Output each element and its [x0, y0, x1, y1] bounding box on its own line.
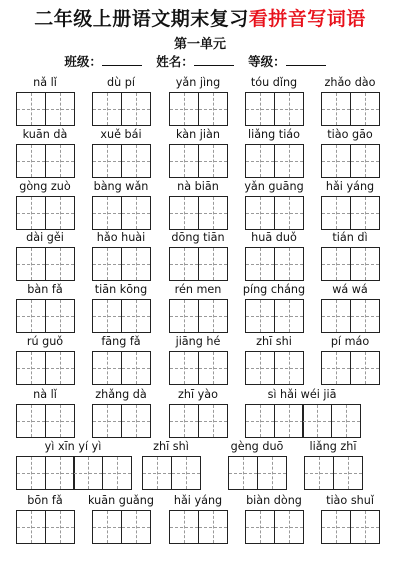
pinyin-label: xuě bái [100, 128, 142, 141]
pinyin-label: biàn dòng [246, 494, 302, 507]
tianzige-cell[interactable] [102, 456, 132, 490]
class-label: 班级： [64, 54, 102, 69]
tianzige-cell[interactable] [16, 351, 46, 385]
tianzige-cell[interactable] [16, 456, 46, 490]
writing-boxes [16, 247, 75, 281]
tianzige-cell[interactable] [16, 196, 46, 230]
pinyin-label: nà biān [177, 180, 219, 193]
tianzige-cell[interactable] [121, 351, 151, 385]
pinyin-label: tóu dǐng [250, 76, 298, 89]
exercise-row [0, 438, 400, 490]
pinyin-label: jiāng hé [175, 335, 221, 348]
pinyin-label: hǎi yáng [173, 494, 223, 507]
writing-boxes [16, 456, 132, 490]
writing-boxes [228, 456, 287, 490]
tianzige-cell[interactable] [321, 247, 351, 281]
writing-boxes [92, 196, 151, 230]
tianzige-cell[interactable] [198, 510, 228, 544]
tianzige-cell[interactable] [73, 456, 103, 490]
tianzige-cell[interactable] [198, 404, 228, 438]
pinyin-label: rén men [174, 283, 222, 296]
writing-boxes [304, 456, 363, 490]
unit-heading: 第一单元 [173, 37, 226, 52]
tianzige-cell[interactable] [245, 299, 275, 333]
tianzige-cell[interactable] [321, 351, 351, 385]
tianzige-cell[interactable] [274, 247, 304, 281]
tianzige-cell[interactable] [321, 144, 351, 178]
writing-boxes [169, 510, 228, 544]
tianzige-cell[interactable] [321, 510, 351, 544]
pinyin-label: kuān guǎng [88, 494, 154, 507]
tianzige-cell[interactable] [228, 456, 258, 490]
exercise-row [0, 229, 400, 281]
tianzige-cell[interactable] [121, 144, 151, 178]
tianzige-cell[interactable] [92, 247, 122, 281]
pinyin-label: yǎn guāng [244, 180, 304, 193]
tianzige-cell[interactable] [350, 196, 380, 230]
pinyin-label: tiān kōng [94, 283, 148, 296]
page-title [0, 4, 400, 31]
exercise-row [0, 74, 400, 126]
tianzige-cell[interactable] [92, 351, 122, 385]
tianzige-cell[interactable] [350, 299, 380, 333]
tianzige-cell[interactable] [45, 247, 75, 281]
pinyin-label: bōn fǎ [27, 494, 63, 507]
pinyin-label: zhǎng dà [95, 388, 147, 401]
tianzige-cell[interactable] [169, 144, 199, 178]
writing-boxes [321, 299, 380, 333]
pinyin-label: dōng tiān [171, 231, 225, 244]
tianzige-cell[interactable] [92, 299, 122, 333]
tianzige-cell[interactable] [121, 247, 151, 281]
writing-boxes [169, 144, 228, 178]
tianzige-cell[interactable] [274, 351, 304, 385]
tianzige-cell[interactable] [198, 299, 228, 333]
writing-boxes [16, 92, 75, 126]
writing-boxes [16, 351, 75, 385]
writing-boxes [169, 351, 228, 385]
exercise-row [0, 178, 400, 230]
tianzige-cell[interactable] [274, 510, 304, 544]
pinyin-label: nà lǐ [33, 388, 57, 401]
tianzige-cell[interactable] [198, 196, 228, 230]
writing-boxes [92, 510, 151, 544]
tianzige-cell[interactable] [245, 196, 275, 230]
tianzige-cell[interactable] [169, 92, 199, 126]
tianzige-cell[interactable] [198, 247, 228, 281]
writing-boxes [321, 351, 380, 385]
writing-boxes [245, 144, 304, 178]
pinyin-label: zhī shì [153, 440, 189, 453]
tianzige-cell[interactable] [198, 144, 228, 178]
pinyin-label: dài gěi [26, 231, 64, 244]
pinyin-label: hǎi yáng [325, 180, 375, 193]
tianzige-cell[interactable] [169, 299, 199, 333]
writing-boxes [321, 196, 380, 230]
tianzige-cell[interactable] [169, 510, 199, 544]
tianzige-cell[interactable] [169, 196, 199, 230]
tianzige-cell[interactable] [302, 404, 332, 438]
tianzige-cell[interactable] [16, 404, 46, 438]
tianzige-cell[interactable] [257, 456, 287, 490]
writing-boxes [321, 144, 380, 178]
pinyin-label: gòng zuò [19, 180, 71, 193]
tianzige-cell[interactable] [245, 92, 275, 126]
pinyin-label: huā duǒ [251, 231, 297, 244]
title-highlight: 看拼音写词语 [248, 8, 366, 30]
tianzige-cell[interactable] [121, 92, 151, 126]
writing-boxes [245, 92, 304, 126]
tianzige-cell[interactable] [16, 247, 46, 281]
pinyin-label: kuān dà [22, 128, 68, 141]
writing-boxes [321, 510, 380, 544]
tianzige-cell[interactable] [169, 404, 199, 438]
tianzige-cell[interactable] [45, 351, 75, 385]
writing-boxes [321, 92, 380, 126]
writing-boxes [16, 196, 75, 230]
tianzige-cell[interactable] [304, 456, 334, 490]
pinyin-label: píng cháng [242, 283, 306, 296]
pinyin-label: nǎ lǐ [33, 76, 57, 89]
pinyin-label: yǎn jìng [175, 76, 221, 89]
pinyin-label: yì xīn yí yì [44, 440, 102, 453]
tianzige-cell[interactable] [350, 144, 380, 178]
tianzige-cell[interactable] [245, 404, 275, 438]
tianzige-cell[interactable] [274, 196, 304, 230]
tianzige-cell[interactable] [45, 144, 75, 178]
exercise-row [0, 281, 400, 333]
exercise-row [0, 333, 400, 385]
tianzige-cell[interactable] [350, 510, 380, 544]
tianzige-cell[interactable] [274, 404, 304, 438]
tianzige-cell[interactable] [16, 144, 46, 178]
tianzige-cell[interactable] [16, 299, 46, 333]
tianzige-cell[interactable] [274, 299, 304, 333]
tianzige-cell[interactable] [350, 92, 380, 126]
pinyin-label: zhǎo dào [324, 76, 376, 89]
pinyin-label: rú guǒ [26, 335, 64, 348]
writing-boxes [16, 299, 75, 333]
pinyin-label: bàng wǎn [93, 180, 149, 193]
tianzige-cell[interactable] [121, 510, 151, 544]
tianzige-cell[interactable] [16, 510, 46, 544]
pinyin-label: kàn jiàn [176, 128, 220, 141]
writing-boxes [169, 92, 228, 126]
name-blank[interactable] [194, 53, 234, 66]
tianzige-cell[interactable] [121, 196, 151, 230]
tianzige-cell[interactable] [245, 247, 275, 281]
writing-boxes [92, 247, 151, 281]
tianzige-cell[interactable] [350, 351, 380, 385]
tianzige-cell[interactable] [350, 247, 380, 281]
tianzige-cell[interactable] [121, 404, 151, 438]
tianzige-cell[interactable] [45, 456, 75, 490]
pinyin-label: gèng duō [230, 440, 284, 453]
writing-boxes [92, 351, 151, 385]
exercise-row [0, 126, 400, 178]
tianzige-cell[interactable] [321, 92, 351, 126]
writing-boxes [92, 144, 151, 178]
tianzige-cell[interactable] [331, 404, 361, 438]
pinyin-label: bàn fǎ [27, 283, 63, 296]
class-blank[interactable] [102, 53, 142, 66]
tianzige-cell[interactable] [16, 92, 46, 126]
writing-boxes [169, 404, 228, 438]
writing-boxes [245, 404, 361, 438]
tianzige-cell[interactable] [333, 456, 363, 490]
tianzige-cell[interactable] [245, 351, 275, 385]
tianzige-cell[interactable] [92, 404, 122, 438]
tianzige-cell[interactable] [198, 351, 228, 385]
tianzige-cell[interactable] [245, 144, 275, 178]
tianzige-cell[interactable] [321, 196, 351, 230]
grade-blank[interactable] [286, 53, 326, 66]
tianzige-cell[interactable] [92, 510, 122, 544]
tianzige-cell[interactable] [92, 92, 122, 126]
exercise-row [0, 492, 400, 544]
tianzige-cell[interactable] [274, 144, 304, 178]
writing-boxes [169, 299, 228, 333]
pinyin-label: zhī shi [256, 335, 292, 348]
tianzige-cell[interactable] [198, 92, 228, 126]
pinyin-label: liǎng tiáo [247, 128, 300, 141]
tianzige-cell[interactable] [121, 299, 151, 333]
tianzige-cell[interactable] [45, 299, 75, 333]
tianzige-cell[interactable] [45, 510, 75, 544]
pinyin-label: sì hǎi wéi jiā [267, 388, 337, 401]
pinyin-label: dù pí [107, 76, 135, 89]
tianzige-cell[interactable] [45, 404, 75, 438]
writing-boxes [321, 247, 380, 281]
tianzige-cell[interactable] [169, 351, 199, 385]
student-info-line [0, 52, 400, 70]
writing-boxes [245, 351, 304, 385]
pinyin-label: tián dì [332, 231, 368, 244]
writing-boxes [92, 92, 151, 126]
writing-boxes [16, 404, 75, 438]
pinyin-label: tiào shuǐ [326, 494, 374, 507]
grade-label: 等级： [248, 54, 286, 69]
tianzige-cell[interactable] [142, 456, 172, 490]
pinyin-label: wá wá [332, 283, 368, 296]
tianzige-cell[interactable] [274, 92, 304, 126]
writing-boxes [169, 196, 228, 230]
writing-boxes [142, 456, 201, 490]
writing-boxes [245, 196, 304, 230]
writing-boxes [92, 404, 151, 438]
writing-boxes [16, 144, 75, 178]
pinyin-label: hǎo huài [96, 231, 146, 244]
tianzige-cell[interactable] [92, 196, 122, 230]
writing-boxes [16, 510, 75, 544]
writing-boxes [245, 247, 304, 281]
tianzige-cell[interactable] [169, 247, 199, 281]
name-label: 姓名： [156, 54, 194, 69]
pinyin-label: zhī yào [178, 388, 218, 401]
writing-boxes [245, 299, 304, 333]
pinyin-label: fāng fǎ [101, 335, 141, 348]
tianzige-cell[interactable] [45, 196, 75, 230]
pinyin-label: liǎng zhī [309, 440, 357, 453]
tianzige-cell[interactable] [245, 510, 275, 544]
tianzige-cell[interactable] [321, 299, 351, 333]
writing-boxes [245, 510, 304, 544]
tianzige-cell[interactable] [92, 144, 122, 178]
exercise-row [0, 386, 400, 438]
pinyin-label: pí máo [330, 335, 370, 348]
tianzige-cell[interactable] [171, 456, 201, 490]
writing-boxes [169, 247, 228, 281]
writing-boxes [92, 299, 151, 333]
pinyin-label: tiào gāo [327, 128, 373, 141]
title-main: 二年级上册语文期末复习 [34, 8, 249, 30]
tianzige-cell[interactable] [45, 92, 75, 126]
